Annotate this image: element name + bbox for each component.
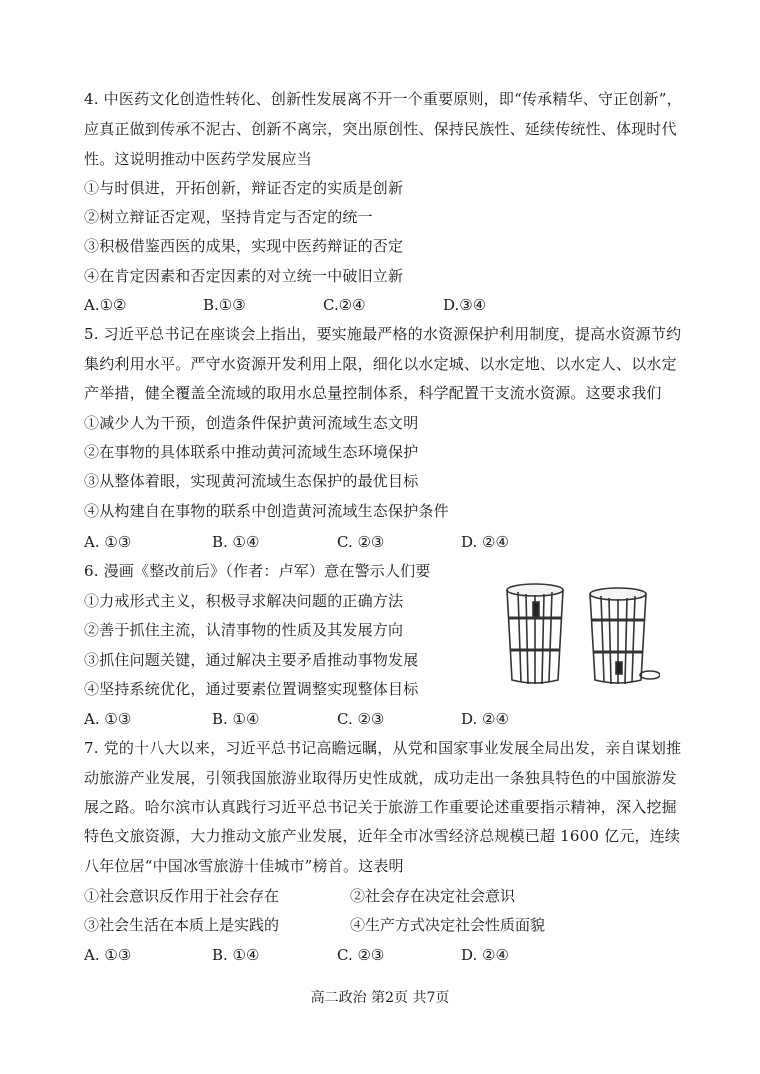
q6-option-c: C. ②③ bbox=[337, 710, 385, 728]
q7-item-1: ①社会意识反作用于社会存在 bbox=[84, 887, 280, 905]
q7-option-a: A. ①③ bbox=[84, 946, 132, 964]
q6-item-3: ③抓住问题关键，通过解决主要矛盾推动事物发展 bbox=[84, 651, 419, 669]
q7-item-2: ②社会存在决定社会意识 bbox=[350, 887, 516, 905]
q7-option-c: C. ②③ bbox=[337, 946, 385, 964]
q5-stem-line-3: 产举措，健全覆盖全流域的取用水总量控制体系，科学配置干支流水资源。这要求我们 bbox=[84, 384, 662, 402]
q5-option-c: C. ②③ bbox=[337, 533, 385, 551]
q7-option-b: B. ①④ bbox=[212, 946, 260, 964]
q4-item-2: ②树立辩证否定观，坚持肯定与否定的统一 bbox=[84, 208, 373, 226]
q5-option-b: B. ①④ bbox=[212, 533, 260, 551]
q6-stem-line-1: 6. 漫画《整改前后》（作者：卢军）意在警示人们要 bbox=[84, 562, 431, 580]
q6-option-d: D. ②④ bbox=[461, 710, 509, 728]
q5-item-4: ④从构建自在事物的联系中创造黄河流域生态保护条件 bbox=[84, 502, 449, 520]
q5-stem-line-1: 5. 习近平总书记在座谈会上指出，要实施最严格的水资源保护利用制度，提高水资源节约 bbox=[84, 325, 682, 343]
q7-option-d: D. ②④ bbox=[461, 946, 509, 964]
q4-stem-line-3: 性。这说明推动中医药学发展应当 bbox=[84, 150, 313, 168]
q7-item-3: ③社会生活在本质上是实践的 bbox=[84, 916, 280, 934]
q5-item-2: ②在事物的具体联系中推动黄河流域生态环境保护 bbox=[84, 443, 419, 461]
q4-option-a: A.①② bbox=[84, 296, 127, 314]
q6-item-2: ②善于抓住主流，认清事物的性质及其发展方向 bbox=[84, 621, 404, 639]
q5-option-d: D. ②④ bbox=[461, 533, 509, 551]
q4-item-1: ①与时俱进，开拓创新，辩证否定的实质是创新 bbox=[84, 179, 404, 197]
q7-stem-line-4: 特色文旅资源，大力推动文旅产业发展，近年全市冰雪经济总规模已超 1600 亿元，连续 bbox=[84, 827, 681, 845]
q7-stem-line-2: 动旅游产业发展，引领我国旅游业取得历史性成就，成功走出一条独具特色的中国旅游发 bbox=[84, 769, 677, 787]
q6-item-4: ④坚持系统优化，通过要素位置调整实现整体目标 bbox=[84, 680, 419, 698]
q7-stem-line-1: 7. 党的十八大以来，习近平总书记高瞻远瞩，从党和国家事业发展全局出发，亲自谋划推 bbox=[84, 739, 682, 757]
q4-option-c: C.②④ bbox=[323, 296, 366, 314]
q4-option-b: B.①③ bbox=[203, 296, 246, 314]
q7-stem-line-3: 展之路。哈尔滨市认真践行习近平总书记关于旅游工作重要论述重要指示精神，深入挖掘 bbox=[84, 798, 677, 816]
q5-item-3: ③从整体着眼，实现黄河流域生态保护的最优目标 bbox=[84, 472, 419, 490]
q4-stem-line-1: 4. 中医药文化创造性转化、创新性发展离不开一个重要原则，即“传承精华、守正创新”， bbox=[84, 90, 682, 108]
bucket-cartoon-illustration bbox=[500, 580, 660, 688]
q4-item-3: ③积极借鉴西医的成果，实现中医药辩证的否定 bbox=[84, 237, 404, 255]
q7-item-4: ④生产方式决定社会性质面貌 bbox=[350, 916, 546, 934]
q6-option-b: B. ①④ bbox=[212, 710, 260, 728]
page-footer: 高二政治 第2页 共7页 bbox=[310, 990, 450, 1006]
q4-item-4: ④在肯定因素和否定因素的对立统一中破旧立新 bbox=[84, 267, 404, 285]
q7-stem-line-5: 八年位居“中国冰雪旅游十佳城市”榜首。这表明 bbox=[84, 857, 404, 875]
q4-stem-line-2: 应真正做到传承不泥古、创新不离宗，突出原创性、保持民族性、延续传统性、体现时代 bbox=[84, 120, 677, 138]
q5-item-1: ①减少人为干预，创造条件保护黄河流域生态文明 bbox=[84, 414, 419, 432]
q6-item-1: ①力戒形式主义，积极寻求解决问题的正确方法 bbox=[84, 592, 404, 610]
q5-stem-line-2: 集约利用水平。严守水资源开发利用上限，细化以水定城、以水定地、以水定人、以水定 bbox=[84, 355, 677, 373]
q4-option-d: D.③④ bbox=[443, 296, 487, 314]
q6-option-a: A. ①③ bbox=[84, 710, 132, 728]
q5-option-a: A. ①③ bbox=[84, 533, 132, 551]
